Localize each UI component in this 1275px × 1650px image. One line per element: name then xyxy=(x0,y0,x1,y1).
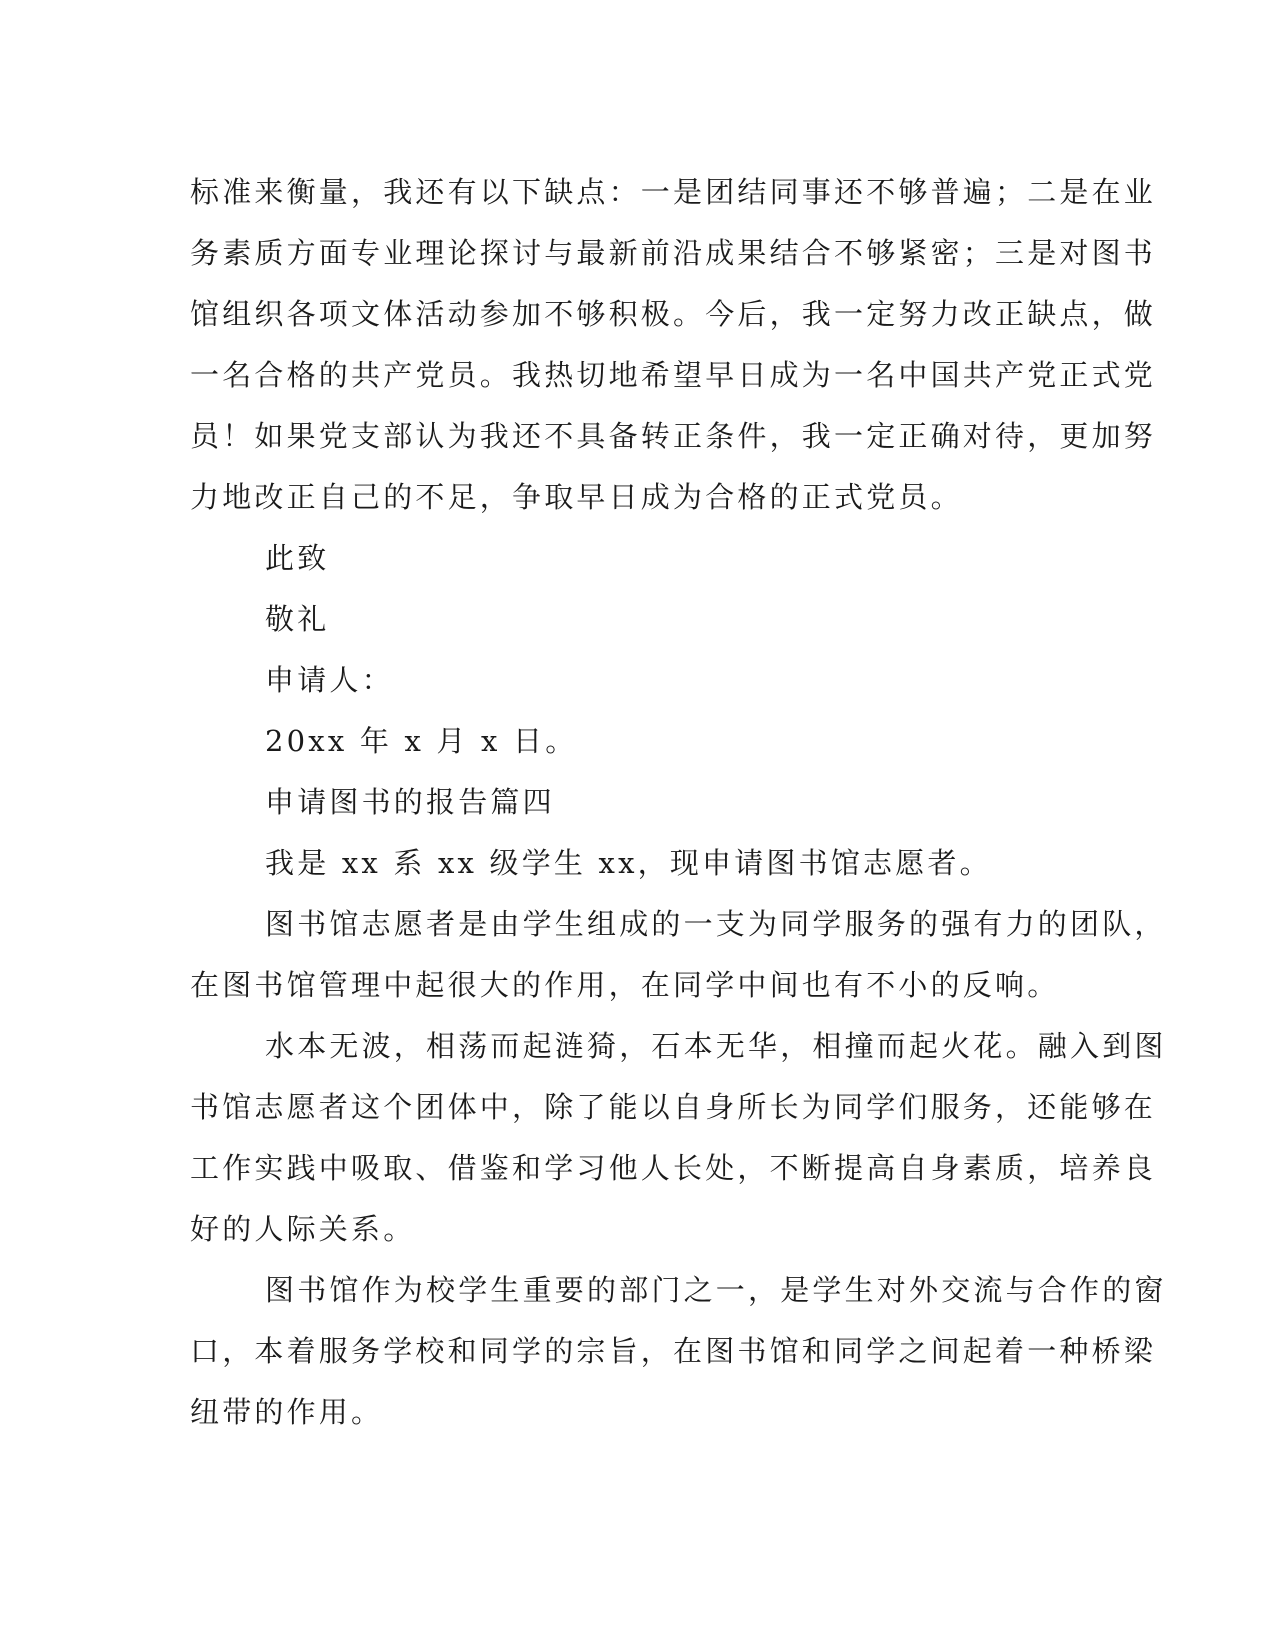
paragraph-line: 在图书馆管理中起很大的作用，在同学中间也有不小的反响。 xyxy=(190,968,1060,1002)
paragraph-line: 图书馆志愿者是由学生组成的一支为同学服务的强有力的团队， xyxy=(265,907,1167,941)
paragraph-line: 一名合格的共产党员。我热切地希望早日成为一名中国共产党正式党 xyxy=(190,358,1157,392)
paragraph-line: 图书馆作为校学生重要的部门之一，是学生对外交流与合作的窗 xyxy=(265,1273,1167,1307)
paragraph-line: 书馆志愿者这个团体中，除了能以自身所长为同学们服务，还能够在 xyxy=(190,1090,1157,1124)
applicant-label: 申请人： xyxy=(265,663,394,697)
paragraph-line: 口，本着服务学校和同学的宗旨，在图书馆和同学之间起着一种桥梁 xyxy=(190,1334,1157,1368)
date-line: 20xx 年 x 月 x 日。 xyxy=(265,724,578,758)
paragraph-line: 水本无波，相荡而起涟猗，石本无华，相撞而起火花。融入到图 xyxy=(265,1029,1167,1063)
section-heading: 申请图书的报告篇四 xyxy=(265,785,555,819)
paragraph-line: 好的人际关系。 xyxy=(190,1212,416,1246)
paragraph-line: 纽带的作用。 xyxy=(190,1395,384,1429)
closing-regards: 敬礼 xyxy=(265,602,330,636)
paragraph-line: 我是 xx 系 xx 级学生 xx，现申请图书馆志愿者。 xyxy=(265,846,992,880)
paragraph-line: 馆组织各项文体活动参加不够积极。今后，我一定努力改正缺点，做 xyxy=(190,297,1157,331)
paragraph-line: 务素质方面专业理论探讨与最新前沿成果结合不够紧密；三是对图书 xyxy=(190,236,1157,270)
paragraph-line: 力地改正自己的不足，争取早日成为合格的正式党员。 xyxy=(190,480,963,514)
paragraph-line: 员！如果党支部认为我还不具备转正条件，我一定正确对待，更加努 xyxy=(190,419,1157,453)
closing-salutation: 此致 xyxy=(265,541,330,575)
paragraph-line: 标准来衡量，我还有以下缺点：一是团结同事还不够普遍；二是在业 xyxy=(190,175,1157,209)
paragraph-line: 工作实践中吸取、借鉴和学习他人长处，不断提高自身素质，培养良 xyxy=(190,1151,1157,1185)
